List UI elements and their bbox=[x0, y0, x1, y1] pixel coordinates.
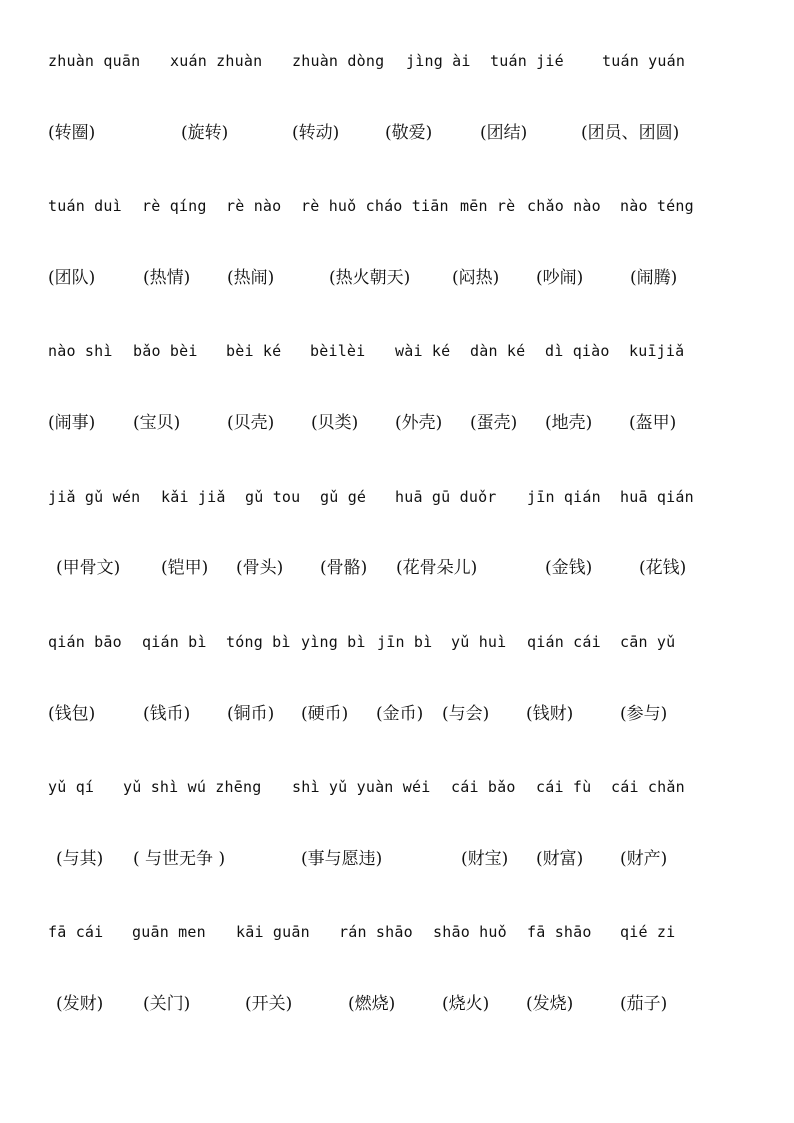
pinyin-word: zhuàn dòng bbox=[292, 52, 385, 70]
pinyin-word: cái fù bbox=[536, 778, 592, 796]
pinyin-word: jiǎ gǔ wén bbox=[48, 488, 141, 506]
pinyin-word: fā shāo bbox=[527, 923, 592, 941]
pinyin-word: tuán yuán bbox=[602, 52, 686, 70]
hanzi-word: (宝贝) bbox=[133, 413, 181, 433]
hanzi-word: (花钱) bbox=[639, 558, 687, 578]
pinyin-word: gǔ tou bbox=[245, 488, 301, 506]
pinyin-word: jīn qián bbox=[527, 488, 601, 506]
hanzi-word: (发烧) bbox=[526, 994, 574, 1014]
pinyin-word: wài ké bbox=[395, 342, 451, 360]
hanzi-word: (与会) bbox=[442, 704, 490, 724]
pinyin-word: qián bì bbox=[142, 633, 207, 651]
hanzi-word: (金钱) bbox=[545, 558, 593, 578]
pinyin-word: cái chǎn bbox=[611, 778, 685, 796]
hanzi-word: (旋转) bbox=[181, 123, 229, 143]
pinyin-word: kāi guān bbox=[236, 923, 310, 941]
pinyin-word: shāo huǒ bbox=[433, 923, 507, 941]
hanzi-word: (铜币) bbox=[227, 704, 275, 724]
hanzi-word: (外壳) bbox=[395, 413, 443, 433]
pinyin-word: yìng bì bbox=[301, 633, 366, 651]
hanzi-word: (开关) bbox=[245, 994, 293, 1014]
hanzi-word: ( 与世无争 ) bbox=[133, 849, 226, 869]
hanzi-word: (与其) bbox=[56, 849, 104, 869]
pinyin-word: qián bāo bbox=[48, 633, 122, 651]
pinyin-word: kuījiǎ bbox=[629, 342, 685, 360]
hanzi-word: (骨头) bbox=[236, 558, 284, 578]
hanzi-word: (发财) bbox=[56, 994, 104, 1014]
pinyin-word: qié zi bbox=[620, 923, 676, 941]
hanzi-word: (花骨朵儿) bbox=[396, 558, 478, 578]
pinyin-word: qián cái bbox=[527, 633, 601, 651]
hanzi-word: (财产) bbox=[620, 849, 668, 869]
pinyin-word: bèi ké bbox=[226, 342, 282, 360]
pinyin-word: yǔ huì bbox=[451, 633, 507, 651]
pinyin-word: dì qiào bbox=[545, 342, 610, 360]
pinyin-word: chǎo nào bbox=[527, 197, 601, 215]
pinyin-word: guān men bbox=[132, 923, 206, 941]
hanzi-word: (事与愿违) bbox=[301, 849, 383, 869]
hanzi-word: (金币) bbox=[376, 704, 424, 724]
pinyin-word: yǔ qí bbox=[48, 778, 95, 796]
pinyin-word: cái bǎo bbox=[451, 778, 516, 796]
hanzi-word: (钱币) bbox=[143, 704, 191, 724]
pinyin-word: xuán zhuàn bbox=[170, 52, 263, 70]
hanzi-word: (转动) bbox=[292, 123, 340, 143]
pinyin-word: cān yǔ bbox=[620, 633, 676, 651]
hanzi-word: (闹腾) bbox=[630, 268, 678, 288]
pinyin-word: tuán duì bbox=[48, 197, 122, 215]
hanzi-word: (团队) bbox=[48, 268, 96, 288]
pinyin-word: rè nào bbox=[226, 197, 282, 215]
pinyin-word: yǔ shì wú zhēng bbox=[123, 778, 262, 796]
hanzi-word: (闹事) bbox=[48, 413, 96, 433]
hanzi-word: (热火朝天) bbox=[329, 268, 411, 288]
pinyin-word: huā gū duǒr bbox=[395, 488, 497, 506]
hanzi-word: (财富) bbox=[536, 849, 584, 869]
hanzi-word: (钱包) bbox=[48, 704, 96, 724]
hanzi-word: (茄子) bbox=[620, 994, 668, 1014]
hanzi-word: (财宝) bbox=[461, 849, 509, 869]
pinyin-word: bǎo bèi bbox=[133, 342, 198, 360]
hanzi-word: (闷热) bbox=[452, 268, 500, 288]
hanzi-word: (关门) bbox=[143, 994, 191, 1014]
hanzi-word: (敬爱) bbox=[385, 123, 433, 143]
pinyin-word: jīn bì bbox=[377, 633, 433, 651]
hanzi-word: (盔甲) bbox=[629, 413, 677, 433]
pinyin-word: bèilèi bbox=[310, 342, 366, 360]
hanzi-word: (钱财) bbox=[526, 704, 574, 724]
hanzi-word: (蛋壳) bbox=[470, 413, 518, 433]
pinyin-word: tuán jié bbox=[490, 52, 564, 70]
pinyin-word: nào téng bbox=[620, 197, 694, 215]
hanzi-word: (硬币) bbox=[301, 704, 349, 724]
hanzi-word: (骨骼) bbox=[320, 558, 368, 578]
pinyin-word: rè huǒ cháo tiān bbox=[301, 197, 449, 215]
hanzi-word: (团员、团圆) bbox=[581, 123, 680, 143]
hanzi-word: (参与) bbox=[620, 704, 668, 724]
pinyin-word: shì yǔ yuàn wéi bbox=[292, 778, 431, 796]
pinyin-word: rán shāo bbox=[339, 923, 413, 941]
pinyin-word: tóng bì bbox=[226, 633, 291, 651]
hanzi-word: (贝类) bbox=[311, 413, 359, 433]
hanzi-word: (热情) bbox=[143, 268, 191, 288]
pinyin-word: gǔ gé bbox=[320, 488, 367, 506]
pinyin-word: mēn rè bbox=[460, 197, 516, 215]
pinyin-word: huā qián bbox=[620, 488, 694, 506]
pinyin-word: kǎi jiǎ bbox=[161, 488, 226, 506]
hanzi-word: (燃烧) bbox=[348, 994, 396, 1014]
pinyin-word: nào shì bbox=[48, 342, 113, 360]
hanzi-word: (转圈) bbox=[48, 123, 96, 143]
pinyin-word: rè qíng bbox=[142, 197, 207, 215]
hanzi-word: (团结) bbox=[480, 123, 528, 143]
hanzi-word: (贝壳) bbox=[227, 413, 275, 433]
hanzi-word: (地壳) bbox=[545, 413, 593, 433]
pinyin-word: zhuàn quān bbox=[48, 52, 141, 70]
pinyin-word: jìng ài bbox=[406, 52, 471, 70]
hanzi-word: (热闹) bbox=[227, 268, 275, 288]
hanzi-word: (甲骨文) bbox=[56, 558, 121, 578]
hanzi-word: (铠甲) bbox=[161, 558, 209, 578]
pinyin-word: dàn ké bbox=[470, 342, 526, 360]
pinyin-word: fā cái bbox=[48, 923, 104, 941]
hanzi-word: (吵闹) bbox=[536, 268, 584, 288]
hanzi-word: (烧火) bbox=[442, 994, 490, 1014]
